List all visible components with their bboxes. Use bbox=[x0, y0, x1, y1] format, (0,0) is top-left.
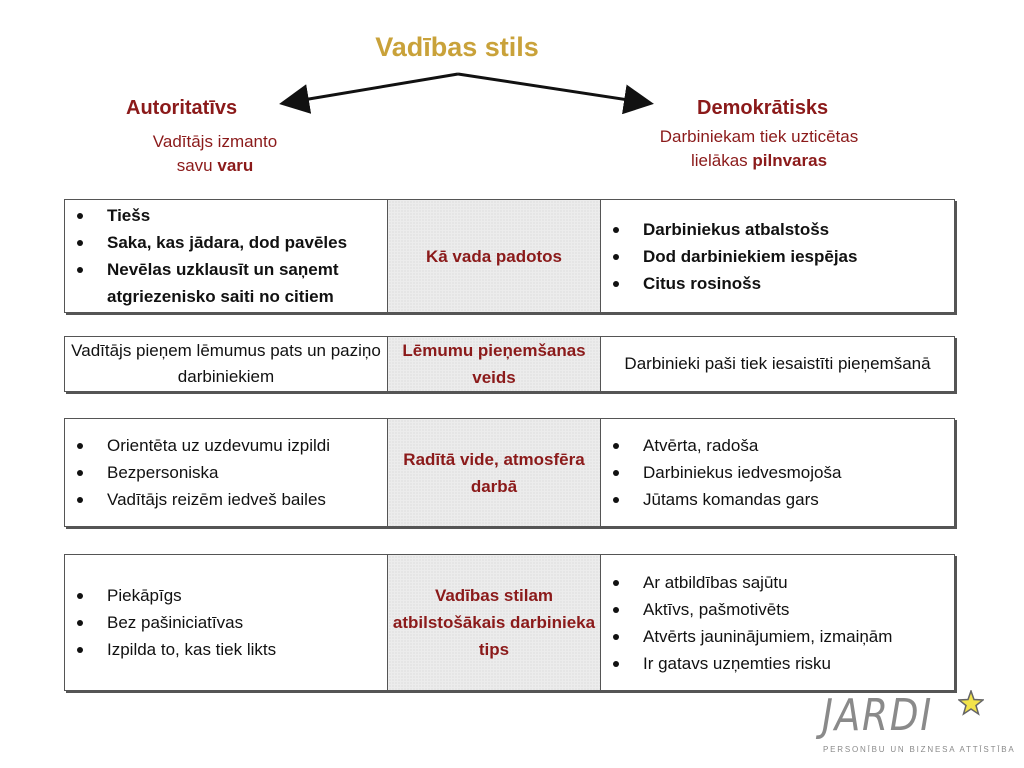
list-item: Nevēlas uzklausīt un saņemt atgriezenisko saiti no citiem bbox=[71, 256, 383, 310]
arrow-left bbox=[285, 74, 458, 103]
list-item: Bez pašiniciatīvas bbox=[71, 609, 383, 636]
logo-tagline: PERSONĪBU UN BIZNESA ATTĪSTĪBA bbox=[823, 745, 1016, 754]
row1-left-cell bbox=[65, 200, 388, 313]
subtitle-democratic-bold: pilnvaras bbox=[752, 151, 828, 170]
list-item: Orientēta uz uzdevumu izpildi bbox=[71, 432, 383, 459]
list-item: Tiešs bbox=[71, 202, 383, 229]
subtitle-democratic-line2: lielākas bbox=[690, 151, 753, 170]
row4-right-cell bbox=[601, 555, 955, 691]
list-item: Vadītājs reizēm iedveš bailes bbox=[71, 486, 383, 513]
row1-category: Kā vada padotos bbox=[388, 200, 601, 313]
subtitle-authoritarian bbox=[120, 130, 310, 178]
row3-right-cell bbox=[601, 419, 955, 527]
subtitle-democratic bbox=[630, 125, 888, 173]
row3-left-cell bbox=[65, 419, 388, 527]
subtitle-authoritarian-line2: savu bbox=[176, 156, 218, 175]
heading-democratic: Demokrātisks bbox=[697, 97, 829, 119]
comparison-row-employee-type bbox=[64, 554, 955, 691]
list-item: Ar atbildības sajūtu bbox=[607, 569, 950, 596]
list-item: Bezpersoniska bbox=[71, 459, 383, 486]
list-item: Darbiniekus atbalstošs bbox=[607, 216, 950, 243]
subtitle-authoritarian-bold: varu bbox=[217, 156, 254, 175]
comparison-row-decision bbox=[64, 336, 955, 392]
list-item: Ir gatavs uzņemties risku bbox=[607, 650, 950, 677]
row2-left-cell: Vadītājs pieņem lēmumus pats un paziņo darbiniekiem bbox=[65, 337, 388, 392]
subtitle-democratic-line1: Darbiniekam tiek uzticētas bbox=[659, 127, 859, 146]
slide-title: Vadības stils bbox=[375, 32, 539, 62]
subtitle-authoritarian-line1: Vadītājs izmanto bbox=[152, 132, 278, 151]
comparison-row-leadership bbox=[64, 199, 955, 313]
jardi-logo bbox=[822, 690, 1016, 760]
row4-left-cell bbox=[65, 555, 388, 691]
list-item: Jūtams komandas gars bbox=[607, 486, 950, 513]
arrow-right bbox=[458, 74, 648, 103]
logo-name: JARDI bbox=[822, 690, 933, 741]
list-item: Piekāpīgs bbox=[71, 582, 383, 609]
list-item: Atvērta, radoša bbox=[607, 432, 950, 459]
row2-category: Lēmumu pieņemšanas veids bbox=[388, 337, 601, 392]
row1-right-cell bbox=[601, 200, 955, 313]
star-icon bbox=[958, 690, 984, 716]
row2-right-cell: Darbinieki paši tiek iesaistīti pieņemšanā bbox=[601, 337, 955, 392]
list-item: Citus rosinošs bbox=[607, 270, 950, 297]
heading-authoritarian: Autoritatīvs bbox=[126, 97, 238, 119]
list-item: Dod darbiniekiem iespējas bbox=[607, 243, 950, 270]
list-item: Darbiniekus iedvesmojoša bbox=[607, 459, 950, 486]
row4-category: Vadības stilam atbilstošākais darbinieka tips bbox=[388, 555, 601, 691]
row3-category: Radītā vide, atmosfēra darbā bbox=[388, 419, 601, 527]
list-item: Atvērts jauninājumiem, izmaiņām bbox=[607, 623, 950, 650]
comparison-row-environment bbox=[64, 418, 955, 527]
list-item: Aktīvs, pašmotivēts bbox=[607, 596, 950, 623]
list-item: Izpilda to, kas tiek likts bbox=[71, 636, 383, 663]
list-item: Saka, kas jādara, dod pavēles bbox=[71, 229, 383, 256]
